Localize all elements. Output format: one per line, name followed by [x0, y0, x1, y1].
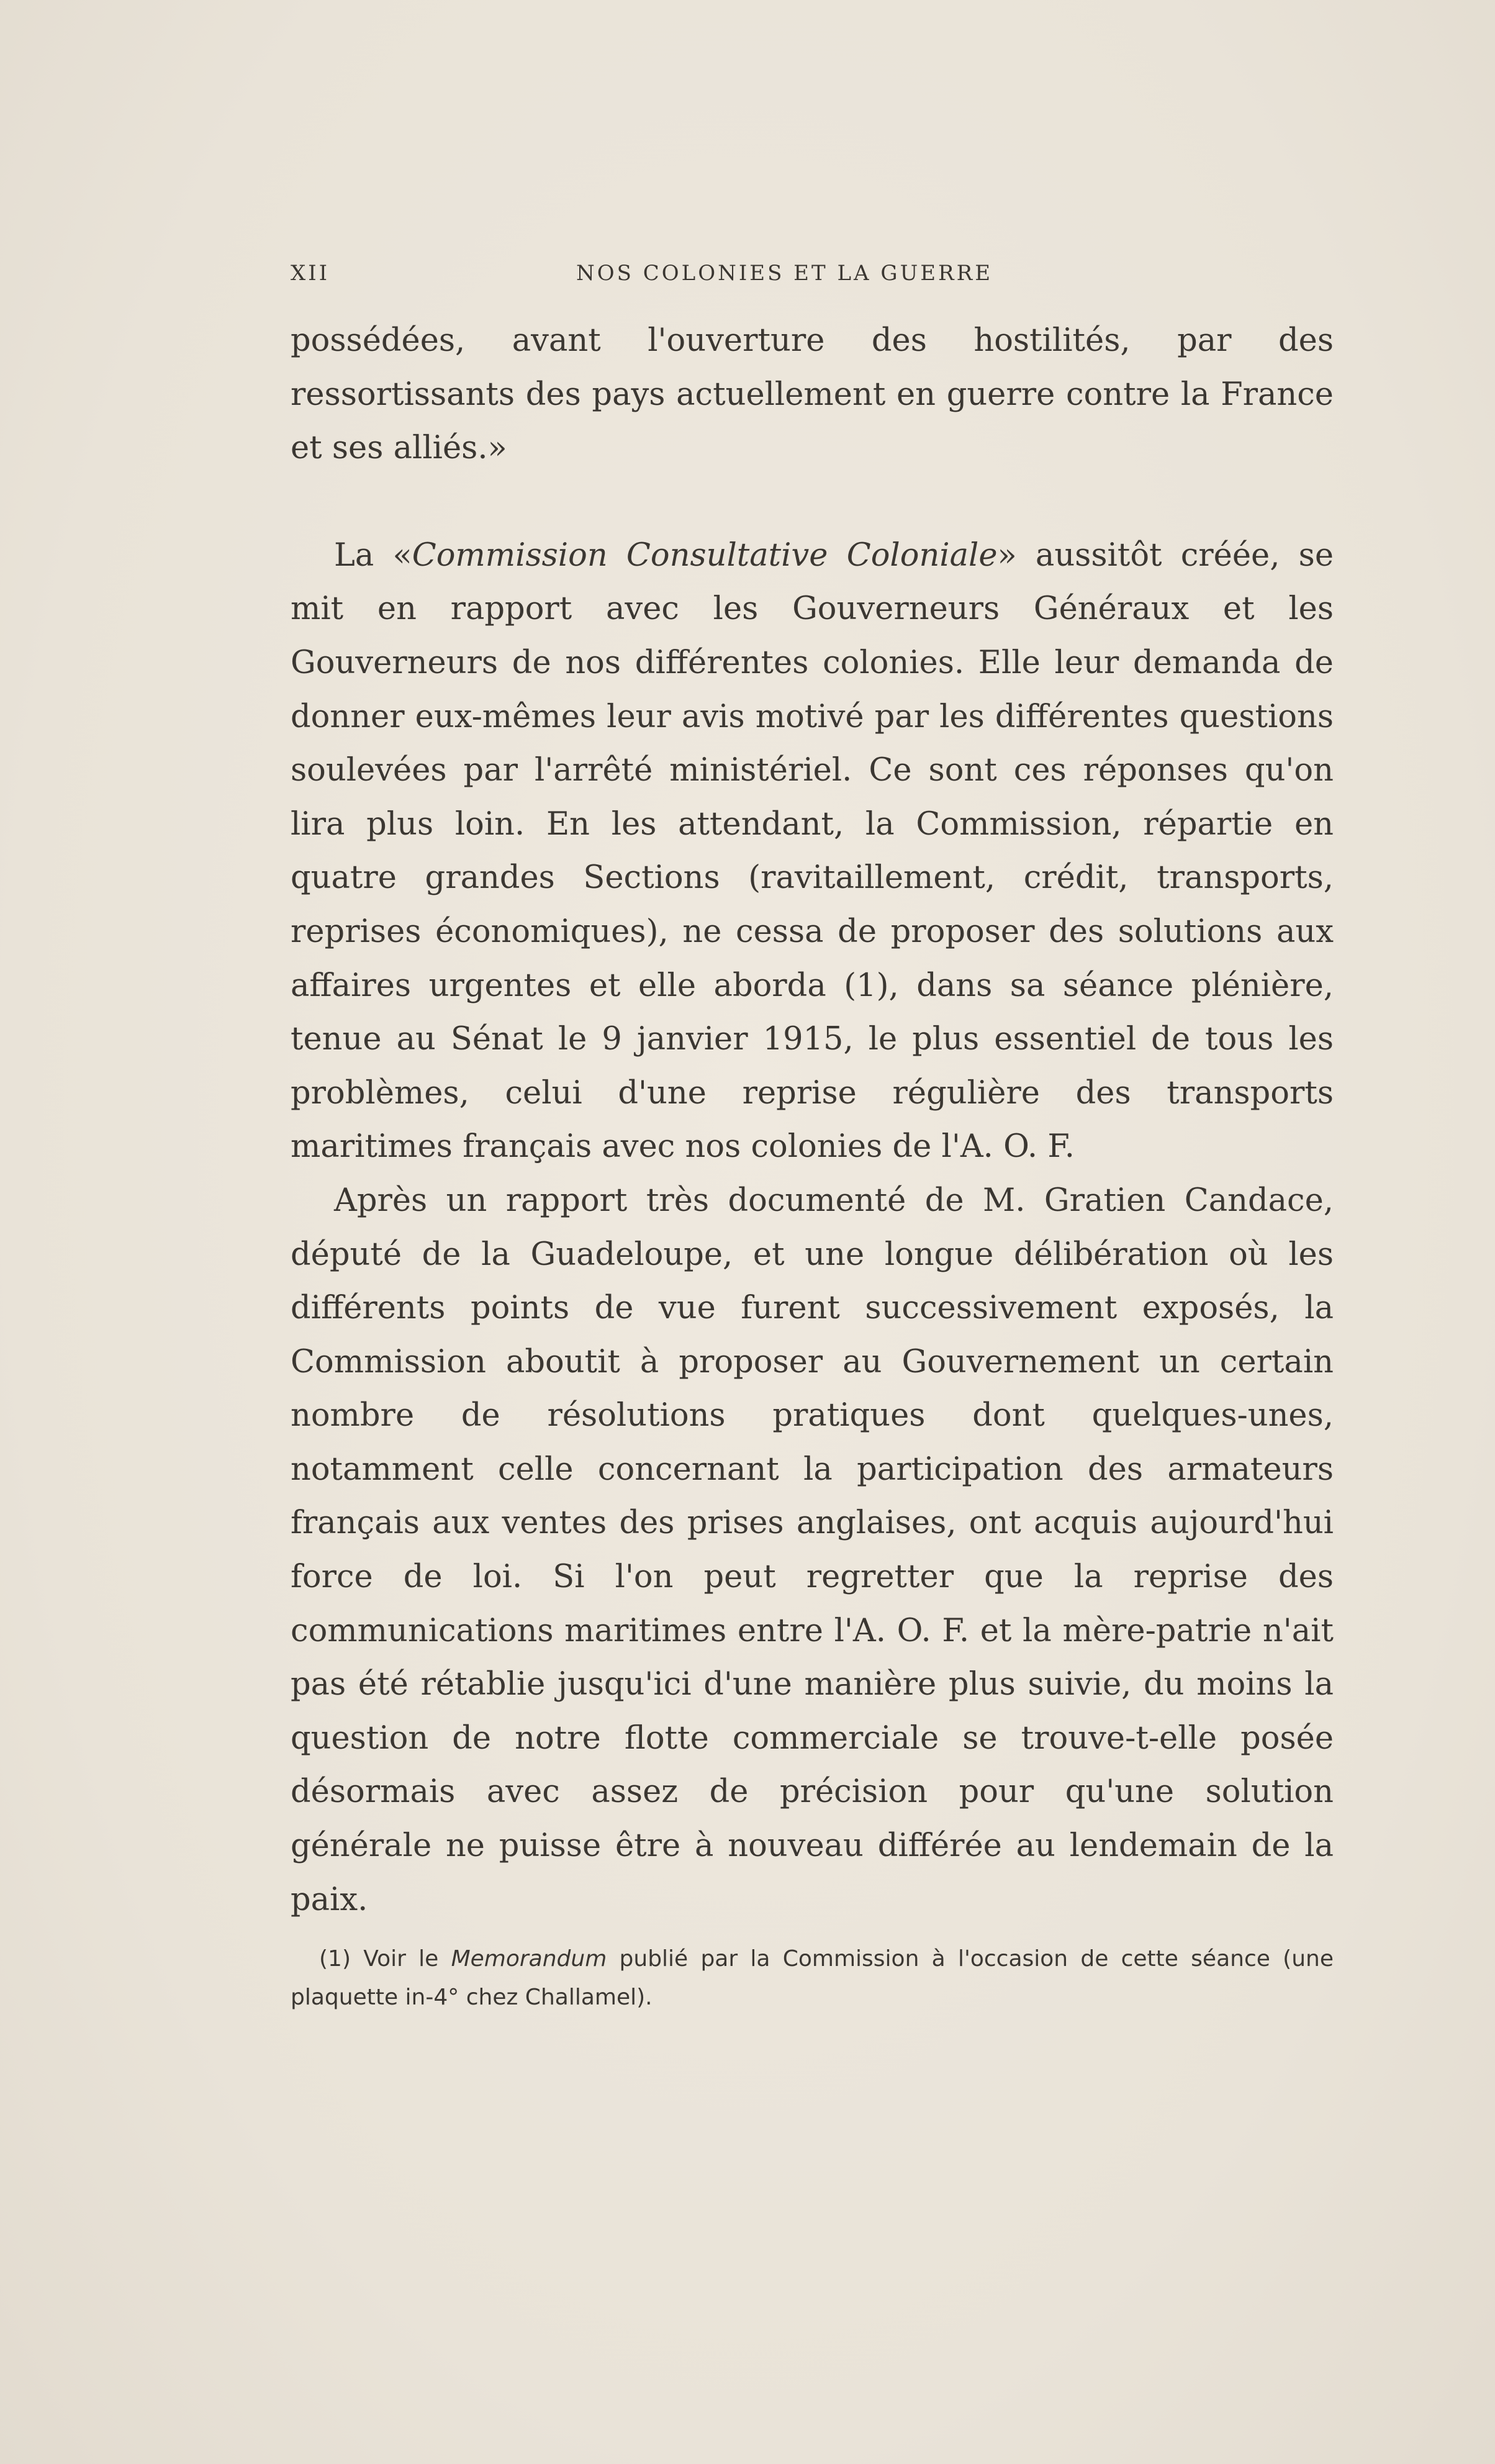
running-title: NOS COLONIES ET LA GUERRE — [576, 261, 993, 286]
page-header — [291, 261, 1032, 298]
footnote — [291, 1940, 1334, 2017]
paragraph-1: possédées, avant l'ouverture des hostilités, par des ressortissants des pays actuellement en guerre contre la France et ses alliés.» — [291, 322, 1334, 467]
page-number: XII — [291, 261, 330, 286]
paragraph-3: Après un rapport très documenté de M. Gratien Candace, député de la Guadeloupe, et une longue délibération où les différents points de vue furent successivement exposés, la Commission aboutit à proposer au Gouvernement un certain nombre de résolutions pratiques dont quelques-unes, notamment celle concernant la participation des armateurs français aux ventes des prises anglaises, ont acquis aujourd'hui force de loi. Si l'on peut regretter que la reprise des communications maritimes entre l'A. O. F. et la mère-patrie n'ait pas été rétablie jusqu'ici d'une manière plus suivie, du moins la question de notre flotte commerciale se trouve-t-elle posée désormais avec assez de précision pour qu'une solution générale ne puisse être à nouveau différée au lendemain de la paix. — [291, 1182, 1334, 1918]
memorandum-title: Memorandum — [451, 1946, 607, 1972]
footnote-text: (1) Voir le Memorandum publié par la Commission à l'occasion de cette séance (une plaquette in-4° chez Challamel). — [291, 1946, 1334, 2010]
paragraph-2: La «Commission Consultative Coloniale» aussitôt créée, se mit en rapport avec les Gouverneurs Généraux et les Gouverneurs de nos différentes colonies. Elle leur demanda de donner eux-mêmes leur avis motivé par les différentes questions soulevées par l'arrêté ministériel. Ce sont ces réponses qu'on lira plus loin. En les attendant, la Commission, répartie en quatre grandes Sections (ravitaillement, crédit, transports, reprises économiques), ne cessa de proposer des solutions aux affaires urgentes et elle aborda (1), dans sa séance plénière, tenue au Sénat le 9 janvier 1915, le plus essentiel de tous les problèmes, celui d'une reprise régulière des transports maritimes français avec nos colonies de l'A. O. F. — [291, 537, 1334, 1166]
body-text — [291, 314, 1334, 1927]
commission-name: Commission Consultative Coloniale — [412, 537, 998, 574]
